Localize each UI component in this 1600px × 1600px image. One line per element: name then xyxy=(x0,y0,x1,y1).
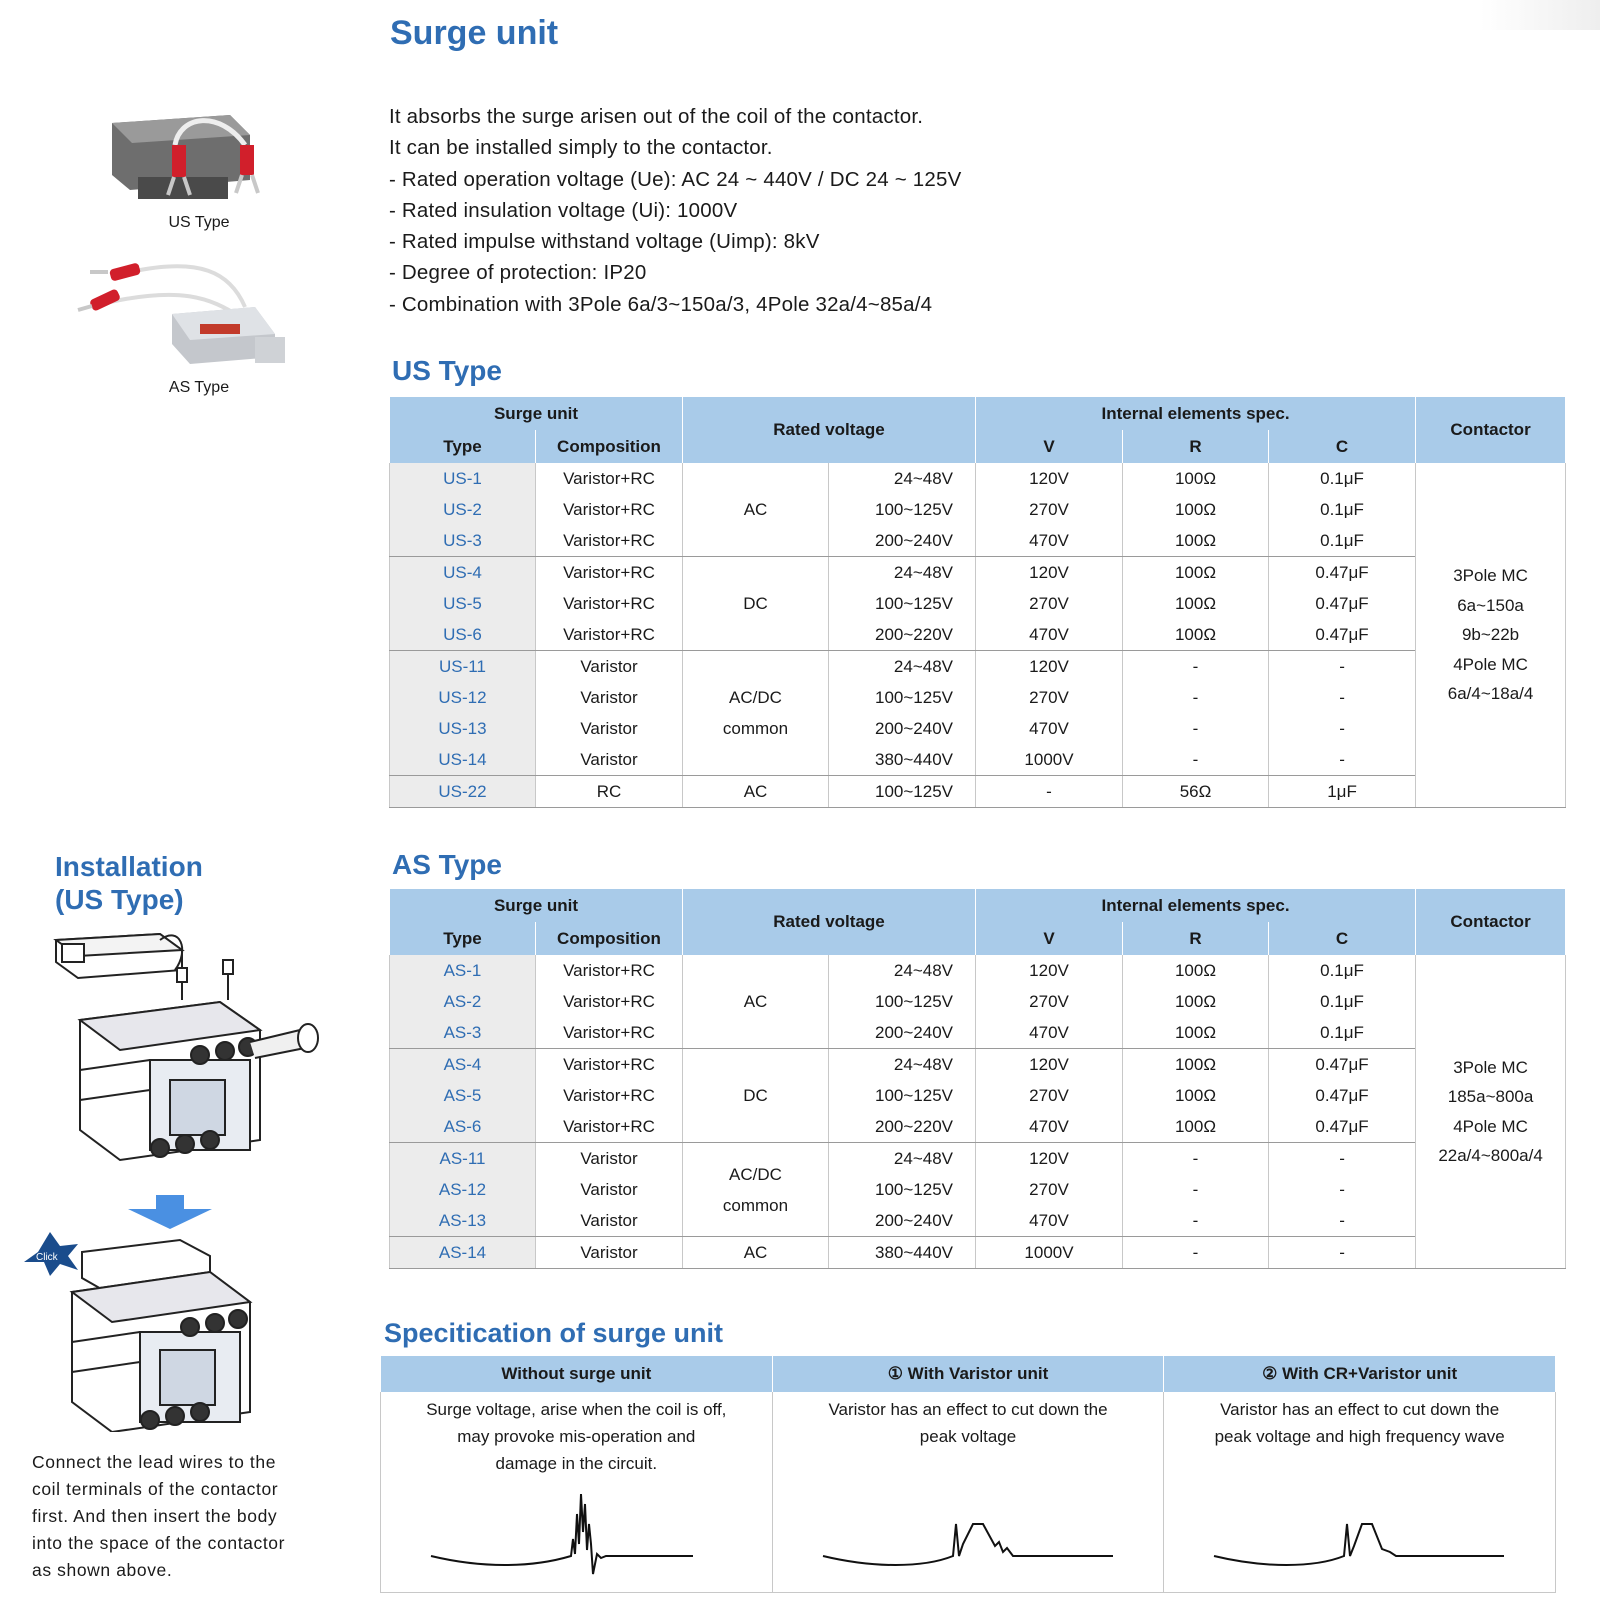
capacitance-cell: - xyxy=(1269,682,1416,713)
installation-step1-illustration xyxy=(50,930,330,1180)
varistor-v-cell: 1000V xyxy=(976,1237,1123,1269)
varistor-v-cell: - xyxy=(976,776,1123,808)
contactor-cell xyxy=(1416,463,1566,808)
contactor-line: 4Pole MC xyxy=(1453,1116,1528,1136)
capacitance-cell: 0.1μF xyxy=(1269,955,1416,986)
c-header: C xyxy=(1269,922,1416,955)
table-row xyxy=(390,1080,1566,1111)
composition-cell: Varistor+RC xyxy=(536,955,683,986)
varistor-v-cell: 1000V xyxy=(976,744,1123,776)
v-header: V xyxy=(976,430,1123,463)
down-arrow-icon xyxy=(128,1195,213,1230)
rated-voltage-cell: 100~125V xyxy=(829,588,976,619)
rated-voltage-cell: 200~220V xyxy=(829,1111,976,1143)
spec-col-text: Varistor has an effect to cut down the peak voltage and high frequency wave xyxy=(1214,1400,1505,1446)
capacitance-cell: 0.1μF xyxy=(1269,1017,1416,1049)
intro-line: - Degree of protection: IP20 xyxy=(389,261,647,285)
current-type-cell: AC/DC common xyxy=(683,1143,829,1237)
type-header: Type xyxy=(390,922,536,955)
contactor-line: 3Pole MC xyxy=(1453,566,1528,586)
composition-header: Composition xyxy=(536,922,683,955)
capacitance-cell: - xyxy=(1269,1205,1416,1237)
composition-cell: Varistor+RC xyxy=(536,619,683,651)
us-type-caption: US Type xyxy=(168,214,230,231)
varistor-v-cell: 270V xyxy=(976,1080,1123,1111)
capacitance-cell: 0.1μF xyxy=(1269,494,1416,525)
intro-line: - Rated operation voltage (Ue): AC 24 ~ 440V / DC 24 ~ 125V xyxy=(389,167,962,191)
table-row xyxy=(390,1143,1566,1175)
rated-voltage-cell: 100~125V xyxy=(829,1174,976,1205)
spec-section-title: Specitication of surge unit xyxy=(384,1318,724,1348)
capacitance-cell: 0.1μF xyxy=(1269,463,1416,494)
capacitance-cell: - xyxy=(1269,1143,1416,1175)
installation-title-line: (US Type) xyxy=(55,884,184,915)
as-type-product-image xyxy=(70,262,300,377)
type-cell: US-11 xyxy=(390,651,536,683)
composition-cell: Varistor xyxy=(536,713,683,744)
spec-col-header: Without surge unit xyxy=(381,1356,773,1392)
contactor-line: 4Pole MC xyxy=(1453,654,1528,674)
table-row xyxy=(390,619,1566,651)
capacitance-cell: 1μF xyxy=(1269,776,1416,808)
v-header: V xyxy=(976,922,1123,955)
contactor-cell xyxy=(1416,955,1566,1269)
spec-col-cell xyxy=(772,1392,1164,1593)
installation-title-line: Installation xyxy=(55,851,203,882)
table-row xyxy=(390,1049,1566,1081)
r-header: R xyxy=(1123,922,1269,955)
capacitance-cell: 0.1μF xyxy=(1269,986,1416,1017)
capacitance-cell: 0.47μF xyxy=(1269,1049,1416,1081)
rated-voltage-cell: 200~220V xyxy=(829,619,976,651)
resistance-cell: - xyxy=(1123,713,1269,744)
composition-cell: Varistor xyxy=(536,682,683,713)
surge-unit-header: Surge unit xyxy=(390,397,683,430)
varistor-v-cell: 470V xyxy=(976,713,1123,744)
varistor-v-cell: 470V xyxy=(976,525,1123,557)
composition-cell: Varistor xyxy=(536,1174,683,1205)
type-cell: US-14 xyxy=(390,744,536,776)
spec-col-header: ① With Varistor unit xyxy=(772,1356,1164,1392)
composition-cell: Varistor+RC xyxy=(536,494,683,525)
type-header: Type xyxy=(390,430,536,463)
resistance-cell: 100Ω xyxy=(1123,1017,1269,1049)
table-row xyxy=(390,776,1566,808)
current-type-cell: DC xyxy=(683,557,829,651)
composition-cell: Varistor xyxy=(536,1143,683,1175)
c-header: C xyxy=(1269,430,1416,463)
table-row xyxy=(390,1237,1566,1269)
rated-voltage-cell: 100~125V xyxy=(829,682,976,713)
resistance-cell: - xyxy=(1123,651,1269,683)
spec-col-header: ② With CR+Varistor unit xyxy=(1164,1356,1556,1392)
waveform-without-surge-unit xyxy=(421,1484,721,1584)
intro-line: It absorbs the surge arisen out of the coil of the contactor. xyxy=(389,105,924,128)
varistor-v-cell: 270V xyxy=(976,1174,1123,1205)
table-row xyxy=(390,494,1566,525)
installation-text-line: first. And then insert the body xyxy=(32,1506,278,1526)
capacitance-cell: 0.47μF xyxy=(1269,1111,1416,1143)
composition-cell: Varistor xyxy=(536,744,683,776)
intro-line: - Combination with 3Pole 6a/3~150a/3, 4Pole 32a/4~85a/4 xyxy=(389,292,933,316)
intro-text xyxy=(389,101,961,320)
varistor-v-cell: 120V xyxy=(976,463,1123,494)
table-row xyxy=(390,525,1566,557)
contactor-line: 3Pole MC xyxy=(1453,1057,1528,1077)
type-cell: AS-5 xyxy=(390,1080,536,1111)
intro-line: It can be installed simply to the contactor. xyxy=(389,136,773,160)
as-type-table xyxy=(389,889,1566,1269)
varistor-v-cell: 470V xyxy=(976,619,1123,651)
us-type-table xyxy=(389,397,1566,808)
type-cell: AS-4 xyxy=(390,1049,536,1081)
rated-voltage-cell: 24~48V xyxy=(829,463,976,494)
rated-voltage-cell: 100~125V xyxy=(829,1080,976,1111)
capacitance-cell: 0.47μF xyxy=(1269,588,1416,619)
rated-voltage-cell: 24~48V xyxy=(829,651,976,683)
rated-voltage-cell: 24~48V xyxy=(829,1143,976,1175)
type-cell: US-22 xyxy=(390,776,536,808)
type-cell: US-12 xyxy=(390,682,536,713)
current-type-cell: AC xyxy=(683,776,829,808)
type-cell: US-1 xyxy=(390,463,536,494)
as-table-body xyxy=(390,955,1566,1269)
composition-cell: Varistor xyxy=(536,1237,683,1269)
type-cell: US-3 xyxy=(390,525,536,557)
rated-voltage-cell: 200~240V xyxy=(829,525,976,557)
installation-text-line: coil terminals of the contactor xyxy=(32,1479,279,1499)
resistance-cell: 100Ω xyxy=(1123,463,1269,494)
rated-voltage-cell: 100~125V xyxy=(829,986,976,1017)
capacitance-cell: - xyxy=(1269,651,1416,683)
varistor-v-cell: 470V xyxy=(976,1017,1123,1049)
table-row xyxy=(390,955,1566,986)
resistance-cell: - xyxy=(1123,1143,1269,1175)
corner-shade xyxy=(1480,0,1600,30)
rated-voltage-cell: 200~240V xyxy=(829,713,976,744)
type-cell: US-6 xyxy=(390,619,536,651)
as-type-title: AS Type xyxy=(392,849,502,880)
varistor-v-cell: 120V xyxy=(976,955,1123,986)
type-cell: AS-12 xyxy=(390,1174,536,1205)
composition-cell: Varistor+RC xyxy=(536,1080,683,1111)
composition-cell: Varistor+RC xyxy=(536,1111,683,1143)
type-cell: AS-3 xyxy=(390,1017,536,1049)
table-row xyxy=(390,463,1566,494)
internal-elements-header: Internal elements spec. xyxy=(976,889,1416,922)
installation-text-line: Connect the lead wires to the xyxy=(32,1452,277,1472)
type-cell: AS-6 xyxy=(390,1111,536,1143)
table-row xyxy=(390,1174,1566,1205)
resistance-cell: 100Ω xyxy=(1123,986,1269,1017)
rated-voltage-header: Rated voltage xyxy=(683,397,976,463)
varistor-v-cell: 120V xyxy=(976,1049,1123,1081)
spec-col-cell xyxy=(1164,1392,1556,1593)
table-row xyxy=(390,557,1566,589)
contactor-line: 9b~22b xyxy=(1461,625,1520,645)
resistance-cell: 56Ω xyxy=(1123,776,1269,808)
table-row xyxy=(390,588,1566,619)
composition-cell: Varistor+RC xyxy=(536,986,683,1017)
resistance-cell: 100Ω xyxy=(1123,1111,1269,1143)
resistance-cell: - xyxy=(1123,682,1269,713)
spec-comparison-table xyxy=(380,1356,1556,1593)
rated-voltage-cell: 200~240V xyxy=(829,1205,976,1237)
table-row xyxy=(390,744,1566,776)
current-type-cell: AC xyxy=(683,463,829,557)
varistor-v-cell: 270V xyxy=(976,986,1123,1017)
waveform-with-varistor xyxy=(813,1484,1123,1584)
varistor-v-cell: 120V xyxy=(976,1143,1123,1175)
varistor-v-cell: 120V xyxy=(976,651,1123,683)
rated-voltage-header: Rated voltage xyxy=(683,889,976,955)
composition-cell: Varistor xyxy=(536,651,683,683)
spec-col-cell xyxy=(381,1392,773,1593)
rated-voltage-cell: 24~48V xyxy=(829,955,976,986)
type-cell: US-5 xyxy=(390,588,536,619)
composition-cell: Varistor xyxy=(536,1205,683,1237)
rated-voltage-cell: 380~440V xyxy=(829,744,976,776)
table-row xyxy=(390,1205,1566,1237)
contactor-header: Contactor xyxy=(1416,889,1566,955)
table-row xyxy=(390,713,1566,744)
type-cell: US-2 xyxy=(390,494,536,525)
surge-unit-header: Surge unit xyxy=(390,889,683,922)
resistance-cell: 100Ω xyxy=(1123,619,1269,651)
installation-title xyxy=(55,850,203,916)
rated-voltage-cell: 100~125V xyxy=(829,494,976,525)
current-type-cell: AC/DC common xyxy=(683,651,829,776)
composition-cell: Varistor+RC xyxy=(536,525,683,557)
rated-voltage-cell: 200~240V xyxy=(829,1017,976,1049)
table-row xyxy=(390,651,1566,683)
resistance-cell: 100Ω xyxy=(1123,494,1269,525)
capacitance-cell: - xyxy=(1269,1237,1416,1269)
composition-cell: Varistor+RC xyxy=(536,1049,683,1081)
capacitance-cell: - xyxy=(1269,713,1416,744)
click-label: Click xyxy=(36,1252,58,1263)
varistor-v-cell: 470V xyxy=(976,1111,1123,1143)
type-cell: US-4 xyxy=(390,557,536,589)
rated-voltage-cell: 24~48V xyxy=(829,557,976,589)
type-cell: AS-2 xyxy=(390,986,536,1017)
resistance-cell: 100Ω xyxy=(1123,955,1269,986)
internal-elements-header: Internal elements spec. xyxy=(976,397,1416,430)
installation-text-line: into the space of the contactor xyxy=(32,1533,286,1553)
page-title: Surge unit xyxy=(390,14,559,52)
composition-cell: Varistor+RC xyxy=(536,588,683,619)
resistance-cell: - xyxy=(1123,744,1269,776)
contactor-header: Contactor xyxy=(1416,397,1566,463)
capacitance-cell: 0.47μF xyxy=(1269,557,1416,589)
composition-header: Composition xyxy=(536,430,683,463)
spec-col-text: Varistor has an effect to cut down the peak voltage xyxy=(828,1400,1108,1446)
composition-cell: Varistor+RC xyxy=(536,463,683,494)
table-row xyxy=(390,1111,1566,1143)
spec-col-text: Surge voltage, arise when the coil is off, may provoke mis-operation and damage in the circuit. xyxy=(426,1400,727,1473)
capacitance-cell: 0.47μF xyxy=(1269,1080,1416,1111)
installation-step2-illustration xyxy=(20,1232,350,1432)
type-cell: AS-14 xyxy=(390,1237,536,1269)
table-row xyxy=(390,1017,1566,1049)
intro-line: - Rated impulse withstand voltage (Uimp): 8kV xyxy=(389,230,820,254)
as-type-caption: AS Type xyxy=(168,379,230,396)
type-cell: AS-11 xyxy=(390,1143,536,1175)
resistance-cell: - xyxy=(1123,1205,1269,1237)
contactor-line: 6a/4~18a/4 xyxy=(1447,684,1534,704)
installation-instructions xyxy=(32,1449,337,1584)
capacitance-cell: 0.1μF xyxy=(1269,525,1416,557)
varistor-v-cell: 120V xyxy=(976,557,1123,589)
r-header: R xyxy=(1123,430,1269,463)
us-type-product-image xyxy=(100,105,280,215)
resistance-cell: 100Ω xyxy=(1123,557,1269,589)
composition-cell: RC xyxy=(536,776,683,808)
capacitance-cell: - xyxy=(1269,1174,1416,1205)
resistance-cell: 100Ω xyxy=(1123,588,1269,619)
table-row xyxy=(390,986,1566,1017)
installation-text-line: as shown above. xyxy=(32,1560,173,1580)
rated-voltage-cell: 24~48V xyxy=(829,1049,976,1081)
resistance-cell: 100Ω xyxy=(1123,1049,1269,1081)
current-type-cell: AC xyxy=(683,1237,829,1269)
capacitance-cell: - xyxy=(1269,744,1416,776)
table-row xyxy=(390,682,1566,713)
resistance-cell: 100Ω xyxy=(1123,1080,1269,1111)
contactor-line: 6a~150a xyxy=(1457,595,1524,615)
resistance-cell: - xyxy=(1123,1237,1269,1269)
current-type-cell: DC xyxy=(683,1049,829,1143)
type-cell: US-13 xyxy=(390,713,536,744)
contactor-line: 185a~800a xyxy=(1447,1087,1534,1106)
current-type-cell: AC xyxy=(683,955,829,1049)
varistor-v-cell: 270V xyxy=(976,494,1123,525)
varistor-v-cell: 270V xyxy=(976,588,1123,619)
resistance-cell: - xyxy=(1123,1174,1269,1205)
rated-voltage-cell: 100~125V xyxy=(829,776,976,808)
varistor-v-cell: 270V xyxy=(976,682,1123,713)
capacitance-cell: 0.47μF xyxy=(1269,619,1416,651)
us-type-title: US Type xyxy=(392,355,502,386)
waveform-with-cr-varistor xyxy=(1204,1484,1514,1584)
type-cell: AS-13 xyxy=(390,1205,536,1237)
rated-voltage-cell: 380~440V xyxy=(829,1237,976,1269)
type-cell: AS-1 xyxy=(390,955,536,986)
us-table-body xyxy=(390,463,1566,808)
intro-line: - Rated insulation voltage (Ui): 1000V xyxy=(389,198,738,222)
resistance-cell: 100Ω xyxy=(1123,525,1269,557)
composition-cell: Varistor+RC xyxy=(536,557,683,589)
composition-cell: Varistor+RC xyxy=(536,1017,683,1049)
contactor-line: 22a/4~800a/4 xyxy=(1438,1146,1543,1165)
varistor-v-cell: 470V xyxy=(976,1205,1123,1237)
